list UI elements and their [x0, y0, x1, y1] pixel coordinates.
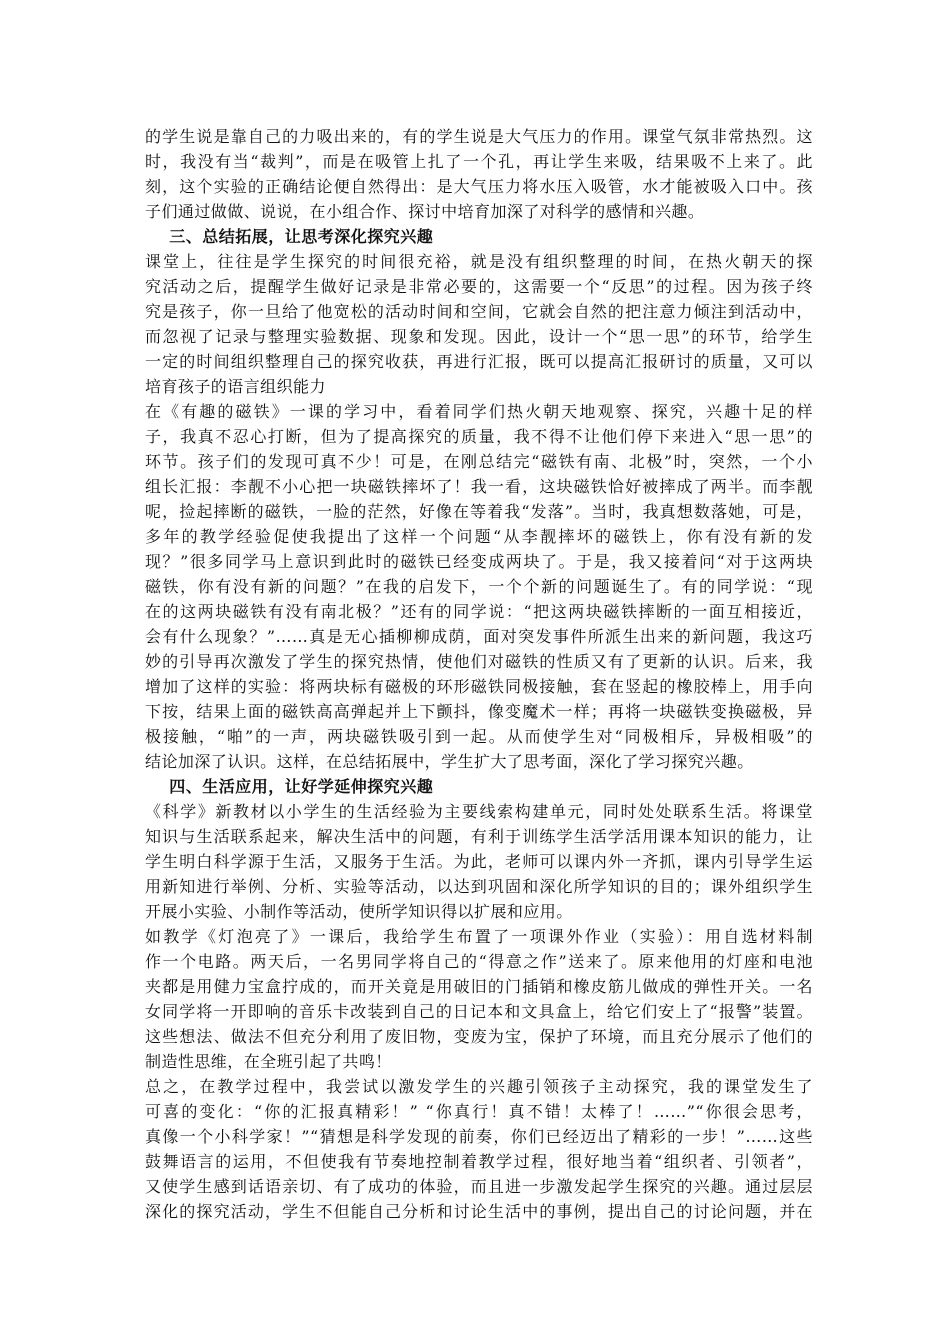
- text-line: 下按，结果上面的磁铁高高弹起并上下颤抖，像变魔术一样；再将一块磁铁变换磁极，异: [145, 702, 813, 721]
- text-line: 《科学》新教材以小学生的生活经验为主要线索构建单元，同时处处联系生活。将课堂: [145, 802, 813, 821]
- text-line: 会有什么现象？”……真是无心插柳柳成荫，面对突发事件所派生出来的新问题，我这巧: [145, 627, 813, 646]
- text-line: 刻，这个实验的正确结论便自然得出：是大气压力将水压入吸管，水才能被吸入口中。孩: [145, 177, 813, 196]
- text-line: 子们通过做做、说说，在小组合作、探讨中培育加深了对科学的感情和兴趣。: [145, 202, 705, 221]
- text-line: 极接触，“啪”的一声，两块磁铁吸引到一起。从而使学生对“同极相斥，异极相吸”的: [145, 727, 813, 746]
- document-body: [145, 124, 813, 1224]
- text-line: 如教学《灯泡亮了》一课后，我给学生布置了一项课外作业（实验）：用自选材料制: [145, 927, 813, 946]
- text-line: 妙的引导再次激发了学生的探究热情，使他们对磁铁的性质又有了更新的认识。后来，我: [145, 652, 813, 671]
- text-line: 可喜的变化：“你的汇报真精彩！” “你真行！真不错！太棒了！……”“你很会思考，: [145, 1102, 813, 1121]
- text-line: 在《有趣的磁铁》一课的学习中，看着同学们热火朝天地观察、探究，兴趣十足的样: [145, 402, 813, 421]
- text-line: 又使学生感到话语亲切、有了成功的体验，而且进一步激发起学生探究的兴趣。通过层层: [145, 1177, 813, 1196]
- text-line: 用新知进行举例、分析、实验等活动，以达到巩固和深化所学知识的目的；课外组织学生: [145, 877, 813, 896]
- text-line: 磁铁，你有没有新的问题？”在我的启发下，一个个新的问题诞生了。有的同学说：“现: [145, 577, 813, 596]
- text-line: 结论加深了认识。这样，在总结拓展中，学生扩大了思考面，深化了学习探究兴趣。: [145, 752, 754, 771]
- text-line: 究活动之后，提醒学生做好记录是非常必要的，这需要一个“反思”的过程。因为孩子终: [145, 277, 813, 296]
- text-line: 知识与生活联系起来，解决生活中的问题，有利于训练学生活学活用课本知识的能力，让: [145, 827, 813, 846]
- section-heading: 三、总结拓展，让思考深化探究兴趣: [145, 227, 434, 246]
- text-line: 学生明白科学源于生活，又服务于生活。为此，老师可以课内外一齐抓，课内引导学生运: [145, 852, 813, 871]
- text-line: 夹都是用健力宝盒拧成的，而开关竟是用破旧的门插销和橡皮筋儿做成的弹性开关。一名: [145, 977, 813, 996]
- text-line: 开展小实验、小制作等活动，使所学知识得以扩展和应用。: [145, 902, 573, 921]
- text-line: 时，我没有当“裁判”，而是在吸管上扎了一个孔，再让学生来吸，结果吸不上来了。此: [145, 152, 813, 171]
- section-heading: 四、生活应用，让好学延伸探究兴趣: [145, 777, 434, 796]
- text-line: 制造性思维，在全班引起了共鸣！: [145, 1052, 392, 1071]
- text-line: 在的这两块磁铁有没有南北极？”还有的同学说：“把这两块磁铁摔断的一面互相接近，: [145, 602, 813, 621]
- text-line: 一定的时间组织整理自己的探究收获，再进行汇报，既可以提高汇报研讨的质量，又可以: [145, 352, 813, 371]
- text-line: 作一个电路。两天后，一名男同学将自己的“得意之作”送来了。原来他用的灯座和电池: [145, 952, 813, 971]
- text-line: 这些想法、做法不但充分利用了废旧物，变废为宝，保护了环境，而且充分展示了他们的: [145, 1027, 813, 1046]
- text-line: 增加了这样的实验：将两块标有磁极的环形磁铁同极接触，套在竖起的橡胶棒上，用手向: [145, 677, 813, 696]
- text-line: 多年的教学经验促使我提出了这样一个问题“从李靓摔坏的磁铁上，你有没有新的发: [145, 527, 813, 546]
- text-line: 鼓舞语言的运用，不但使我有节奏地控制着教学过程，很好地当着“组织者、引领者”，: [145, 1152, 813, 1171]
- text-line: 现？”很多同学马上意识到此时的磁铁已经变成两块了。于是，我又接着问“对于这两块: [145, 552, 813, 571]
- text-line: 课堂上，往往是学生探究的时间很充裕，就是没有组织整理的时间，在热火朝天的探: [145, 252, 813, 271]
- text-line: 子，我真不忍心打断，但为了提高探究的质量，我不得不让他们停下来进入“思一思”的: [145, 427, 813, 446]
- text-line: 究是孩子，你一旦给了他宽松的活动时间和空间，它就会自然的把注意力倾注到活动中，: [145, 302, 813, 321]
- text-line: 真像一个小科学家！”“猜想是科学发现的前奏，你们已经迈出了精彩的一步！”……这些: [145, 1127, 813, 1146]
- text-line: 总之，在教学过程中，我尝试以激发学生的兴趣引领孩子主动探究，我的课堂发生了: [145, 1077, 813, 1096]
- text-line: 组长汇报：李靓不小心把一块磁铁摔坏了！我一看，这块磁铁恰好被摔成了两半。而李靓: [145, 477, 813, 496]
- text-line: 培育孩子的语言组织能力: [145, 377, 326, 396]
- text-line: 而忽视了记录与整理实验数据、现象和发现。因此，设计一个“思一思”的环节，给学生: [145, 327, 813, 346]
- text-line: 呢，捡起摔断的磁铁，一脸的茫然，好像在等着我“发落”。当时，我真想数落她，可是，: [145, 502, 813, 521]
- text-line: 的学生说是靠自己的力吸出来的，有的学生说是大气压力的作用。课堂气氛非常热烈。这: [145, 127, 813, 146]
- text-line: 女同学将一开即响的音乐卡改装到自己的日记本和文具盒上，给它们安上了“报警”装置。: [145, 1002, 813, 1021]
- text-line: 环节。孩子们的发现可真不少！可是，在刚总结完“磁铁有南、北极”时，突然，一个小: [145, 452, 813, 471]
- text-line: 深化的探究活动，学生不但能自己分析和讨论生活中的事例，提出自己的讨论问题，并在: [145, 1202, 813, 1221]
